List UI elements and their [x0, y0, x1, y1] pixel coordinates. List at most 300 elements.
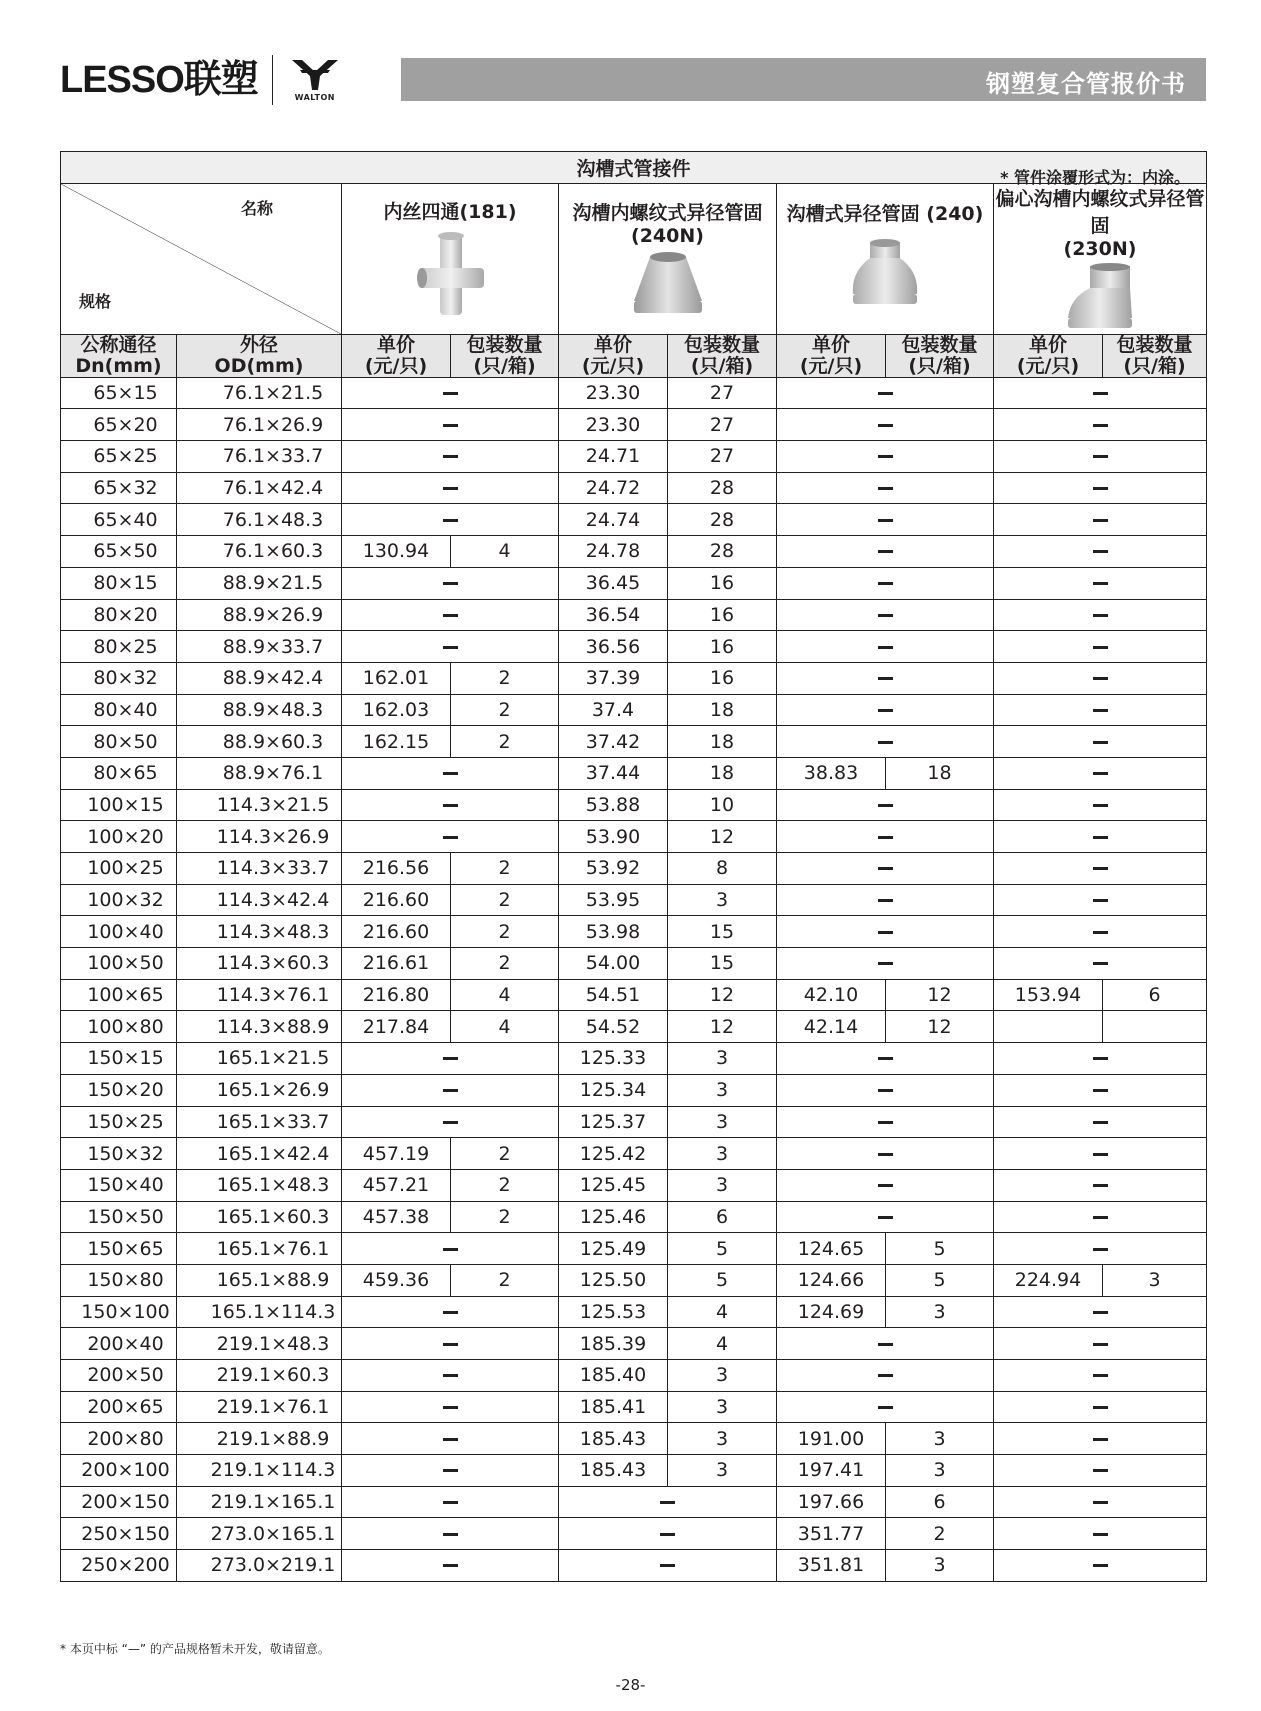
dn-cell: 80×25 [61, 631, 177, 663]
dash-mark [878, 550, 893, 553]
dash-mark [1093, 455, 1108, 458]
not-available-181 [342, 1296, 559, 1328]
od-cell: 219.1×48.3 [177, 1328, 342, 1360]
qty-240n: 3 [668, 884, 777, 916]
table-row [61, 1550, 1207, 1582]
od-cell: 88.9×42.4 [177, 662, 342, 694]
dash-mark [443, 1564, 458, 1567]
price-240n: 185.43 [559, 1455, 668, 1487]
dash-mark [1093, 1564, 1108, 1567]
qty-181: 2 [451, 1138, 559, 1170]
od-cell: 88.9×21.5 [177, 567, 342, 599]
not-available-230n [994, 1201, 1207, 1233]
dash-mark [443, 487, 458, 490]
table-row [61, 1233, 1207, 1265]
dn-cell: 80×50 [61, 726, 177, 758]
qty-240n: 6 [668, 1201, 777, 1233]
dash-mark [443, 772, 458, 775]
not-available-230n [994, 789, 1207, 821]
dash-mark [660, 1501, 675, 1504]
dash-mark [1093, 1216, 1108, 1219]
not-available-240 [777, 441, 994, 473]
not-available-230n [994, 1391, 1207, 1423]
not-available-230n [994, 694, 1207, 726]
dash-mark [878, 1121, 893, 1124]
table-row [61, 1169, 1207, 1201]
title-banner [401, 58, 1206, 101]
not-available-230n [994, 377, 1207, 409]
not-available-240n [559, 1486, 777, 1518]
dash-mark [1093, 392, 1108, 395]
dash-mark [878, 899, 893, 902]
dash-mark [443, 1501, 458, 1504]
qty-240: 18 [886, 757, 994, 789]
dash-mark [1093, 1343, 1108, 1346]
product-name: 偏心沟槽内螺纹式异径管固 (230N) [995, 187, 1205, 260]
dn-cell: 200×80 [61, 1423, 177, 1455]
table-row [61, 504, 1207, 536]
product-header-240 [777, 183, 994, 334]
dash-mark [660, 1533, 675, 1536]
dash-mark [878, 455, 893, 458]
table-row [61, 1106, 1207, 1138]
od-cell: 114.3×76.1 [177, 979, 342, 1011]
dn-cell: 200×100 [61, 1455, 177, 1487]
od-cell: 88.9×33.7 [177, 631, 342, 663]
qty-240n: 18 [668, 726, 777, 758]
price-181: 162.01 [342, 662, 451, 694]
price-240n: 36.45 [559, 567, 668, 599]
page-number: -28- [615, 1676, 646, 1694]
dash-mark [1093, 709, 1108, 712]
table-row [61, 821, 1207, 853]
not-available-181 [342, 1391, 559, 1423]
price-240n: 125.34 [559, 1074, 668, 1106]
dn-cell: 150×20 [61, 1074, 177, 1106]
qty-181: 2 [451, 1264, 559, 1296]
dash-mark [1093, 836, 1108, 839]
not-available-230n [994, 726, 1207, 758]
dash-mark [1093, 1311, 1108, 1314]
table-row [61, 1391, 1207, 1423]
not-available-240 [777, 821, 994, 853]
od-cell: 88.9×48.3 [177, 694, 342, 726]
not-available-230n [994, 1328, 1207, 1360]
dash-mark [1093, 582, 1108, 585]
qty-181: 2 [451, 916, 559, 948]
not-available-240 [777, 948, 994, 980]
dash-mark [1093, 1406, 1108, 1409]
qty-181: 2 [451, 853, 559, 885]
dash-mark [1093, 1121, 1108, 1124]
qty-240n: 3 [668, 1455, 777, 1487]
not-available-240n [559, 1550, 777, 1582]
price-181: 162.03 [342, 694, 451, 726]
table-row [61, 1455, 1207, 1487]
grooved-reducer-image [845, 238, 925, 318]
qty-240n: 27 [668, 377, 777, 409]
dash-mark [443, 1248, 458, 1251]
not-available-230n [994, 599, 1207, 631]
dash-mark [878, 392, 893, 395]
qty-181: 2 [451, 662, 559, 694]
qty-240: 3 [886, 1423, 994, 1455]
dash-mark [1093, 646, 1108, 649]
dash-mark [443, 424, 458, 427]
not-available-230n [994, 1486, 1207, 1518]
dash-mark [1093, 1057, 1108, 1060]
od-cell: 165.1×26.9 [177, 1074, 342, 1106]
dash-mark [443, 1438, 458, 1441]
dash-mark [443, 1533, 458, 1536]
od-cell: 114.3×26.9 [177, 821, 342, 853]
od-cell: 165.1×88.9 [177, 1264, 342, 1296]
not-available-181 [342, 1423, 559, 1455]
qty-181: 2 [451, 1201, 559, 1233]
table-row [61, 726, 1207, 758]
price-240: 124.69 [777, 1296, 886, 1328]
qty-240n: 3 [668, 1138, 777, 1170]
price-240n: 23.30 [559, 409, 668, 441]
price-240n: 185.41 [559, 1391, 668, 1423]
price-181: 216.80 [342, 979, 451, 1011]
dash-mark [443, 614, 458, 617]
price-240: 351.81 [777, 1550, 886, 1582]
price-240n: 53.90 [559, 821, 668, 853]
dash-mark [878, 677, 893, 680]
spec-label: 规格 [79, 291, 112, 311]
dash-mark [878, 962, 893, 965]
price-240n: 37.42 [559, 726, 668, 758]
corner-header [61, 183, 342, 334]
not-available-240 [777, 662, 994, 694]
table-title-row [61, 152, 1207, 184]
not-available-181 [342, 1233, 559, 1265]
od-cell: 165.1×48.3 [177, 1169, 342, 1201]
qty-240: 6 [886, 1486, 994, 1518]
qty-240n: 3 [668, 1360, 777, 1392]
qty-240: 2 [886, 1518, 994, 1550]
od-cell: 273.0×165.1 [177, 1518, 342, 1550]
table-row [61, 884, 1207, 916]
od-cell: 219.1×76.1 [177, 1391, 342, 1423]
not-available-240 [777, 536, 994, 568]
dn-cell: 100×65 [61, 979, 177, 1011]
dash-mark [443, 1121, 458, 1124]
not-available-240 [777, 1201, 994, 1233]
qty-240n: 4 [668, 1328, 777, 1360]
dn-cell: 150×32 [61, 1138, 177, 1170]
od-cell: 219.1×114.3 [177, 1455, 342, 1487]
dash-mark [878, 804, 893, 807]
od-cell: 165.1×114.3 [177, 1296, 342, 1328]
dash-mark [1093, 1248, 1108, 1251]
od-cell: 88.9×76.1 [177, 757, 342, 789]
qty-240n: 3 [668, 1043, 777, 1075]
qty-181: 2 [451, 948, 559, 980]
not-available-240 [777, 1106, 994, 1138]
table-row [61, 1518, 1207, 1550]
not-available-230n [994, 1043, 1207, 1075]
dash-mark [878, 1057, 893, 1060]
price-240n: 36.56 [559, 631, 668, 663]
dn-cell: 80×20 [61, 599, 177, 631]
qty-240n: 12 [668, 821, 777, 853]
dash-mark [443, 582, 458, 585]
not-available-230n [994, 1106, 1207, 1138]
qty-240n: 3 [668, 1391, 777, 1423]
dash-mark [1093, 1533, 1108, 1536]
price-230n: 224.94 [994, 1264, 1103, 1296]
dash-mark [1093, 519, 1108, 522]
table-row [61, 441, 1207, 473]
dash-mark [1093, 487, 1108, 490]
brand-logo [60, 55, 345, 105]
not-available-181 [342, 757, 559, 789]
dash-mark [1093, 1184, 1108, 1187]
col-dn: 公称通径 Dn(mm) [61, 334, 177, 377]
dash-mark [1093, 677, 1108, 680]
dn-cell: 65×15 [61, 377, 177, 409]
od-cell: 76.1×60.3 [177, 536, 342, 568]
not-available-230n [994, 631, 1207, 663]
price-table [60, 151, 1207, 1582]
table-row [61, 948, 1207, 980]
qty-181: 4 [451, 979, 559, 1011]
dn-cell: 200×65 [61, 1391, 177, 1423]
not-available-181 [342, 1455, 559, 1487]
table-row [61, 662, 1207, 694]
table-row [61, 1486, 1207, 1518]
not-available-240 [777, 1138, 994, 1170]
dn-cell: 150×100 [61, 1296, 177, 1328]
qty-181: 4 [451, 536, 559, 568]
dash-mark [443, 392, 458, 395]
col-qty: 包装数量 (只/箱) [451, 334, 559, 377]
qty-240n: 15 [668, 916, 777, 948]
dash-mark [443, 1057, 458, 1060]
dash-mark [443, 646, 458, 649]
table-row [61, 377, 1207, 409]
dash-mark [878, 582, 893, 585]
qty-240n: 5 [668, 1233, 777, 1265]
column-header-row [61, 334, 1207, 377]
not-available-181 [342, 504, 559, 536]
price-240: 351.77 [777, 1518, 886, 1550]
price-240n: 125.49 [559, 1233, 668, 1265]
product-header-230n [994, 183, 1207, 334]
not-available-240 [777, 1391, 994, 1423]
qty-240n: 3 [668, 1106, 777, 1138]
price-240n: 24.72 [559, 472, 668, 504]
dash-mark [443, 455, 458, 458]
dn-cell: 150×15 [61, 1043, 177, 1075]
not-available-240 [777, 884, 994, 916]
not-available-230n [994, 884, 1207, 916]
col-price: 单价 (元/只) [342, 334, 451, 377]
dash-mark [878, 867, 893, 870]
qty-240n: 18 [668, 694, 777, 726]
not-available-230n [994, 472, 1207, 504]
qty-181: 2 [451, 1169, 559, 1201]
qty-240n: 28 [668, 472, 777, 504]
product-name: 沟槽式异径管固 (240) [786, 203, 984, 226]
not-available-240 [777, 726, 994, 758]
table-row [61, 757, 1207, 789]
not-available-230n [994, 662, 1207, 694]
dash-mark [443, 1406, 458, 1409]
table-row [61, 567, 1207, 599]
qty-240: 3 [886, 1455, 994, 1487]
not-available-240 [777, 599, 994, 631]
od-cell: 88.9×26.9 [177, 599, 342, 631]
price-240n: 37.44 [559, 757, 668, 789]
qty-240n: 4 [668, 1296, 777, 1328]
not-available-240 [777, 789, 994, 821]
price-240: 197.41 [777, 1455, 886, 1487]
dn-cell: 100×50 [61, 948, 177, 980]
od-cell: 165.1×76.1 [177, 1233, 342, 1265]
not-available-230n [994, 1169, 1207, 1201]
table-row [61, 536, 1207, 568]
dash-mark [1093, 962, 1108, 965]
price-240: 124.65 [777, 1233, 886, 1265]
qty-230n: 3 [1103, 1264, 1207, 1296]
price-240n: 53.88 [559, 789, 668, 821]
not-available-240 [777, 1328, 994, 1360]
dash-mark [660, 1564, 675, 1567]
price-181: 216.61 [342, 948, 451, 980]
dash-mark [878, 836, 893, 839]
not-available-240 [777, 377, 994, 409]
dn-cell: 150×25 [61, 1106, 177, 1138]
price-240n: 54.00 [559, 948, 668, 980]
not-available-181 [342, 1074, 559, 1106]
not-available-240 [777, 1043, 994, 1075]
walton-logo [285, 58, 345, 102]
price-240n: 53.92 [559, 853, 668, 885]
od-cell: 219.1×60.3 [177, 1360, 342, 1392]
not-available-230n [994, 1550, 1207, 1582]
qty-240n: 15 [668, 948, 777, 980]
not-available-230n [994, 948, 1207, 980]
price-240n: 125.33 [559, 1043, 668, 1075]
product-header-181 [342, 183, 559, 334]
table-row [61, 1043, 1207, 1075]
dash-mark [878, 646, 893, 649]
eccentric-reducer-image [1060, 262, 1140, 334]
dash-mark [1093, 1374, 1108, 1377]
dash-mark [443, 519, 458, 522]
od-cell: 165.1×42.4 [177, 1138, 342, 1170]
not-available-240 [777, 1169, 994, 1201]
not-available-181 [342, 377, 559, 409]
table-row [61, 916, 1207, 948]
dash-mark [1093, 804, 1108, 807]
price-181: 216.60 [342, 916, 451, 948]
price-240n: 125.53 [559, 1296, 668, 1328]
qty-240n: 28 [668, 504, 777, 536]
qty-240n: 12 [668, 979, 777, 1011]
not-available-230n [994, 1360, 1207, 1392]
price-240n: 185.40 [559, 1360, 668, 1392]
price-240: 197.66 [777, 1486, 886, 1518]
not-available-240 [777, 409, 994, 441]
dn-cell: 150×80 [61, 1264, 177, 1296]
price-181: 130.94 [342, 536, 451, 568]
qty-240n: 5 [668, 1264, 777, 1296]
not-available-240 [777, 853, 994, 885]
qty-240: 5 [886, 1264, 994, 1296]
table-row [61, 1201, 1207, 1233]
price-181: 457.38 [342, 1201, 451, 1233]
dash-mark [878, 614, 893, 617]
table-row [61, 631, 1207, 663]
dn-cell: 100×80 [61, 1011, 177, 1043]
dash-mark [878, 1216, 893, 1219]
document-title: 钢塑复合管报价书 [986, 70, 1186, 98]
price-240n: 54.51 [559, 979, 668, 1011]
dash-mark [878, 1153, 893, 1156]
dash-mark [1093, 899, 1108, 902]
dn-cell: 65×25 [61, 441, 177, 473]
not-available-230n [994, 1518, 1207, 1550]
price-240n: 185.39 [559, 1328, 668, 1360]
col-qty: 包装数量 (只/箱) [668, 334, 777, 377]
not-available-181 [342, 1550, 559, 1582]
not-available-181 [342, 789, 559, 821]
price-240: 191.00 [777, 1423, 886, 1455]
table-row [61, 1138, 1207, 1170]
price-181: 457.19 [342, 1138, 451, 1170]
price-240n: 54.52 [559, 1011, 668, 1043]
od-cell: 114.3×42.4 [177, 884, 342, 916]
coating-note: * 管件涂覆形式为：内涂。 [1000, 168, 1191, 187]
dn-cell: 65×32 [61, 472, 177, 504]
price-240n: 125.42 [559, 1138, 668, 1170]
threaded-reducer-image [628, 249, 708, 319]
dash-mark [1093, 1153, 1108, 1156]
price-181: 162.15 [342, 726, 451, 758]
price-240: 38.83 [777, 757, 886, 789]
qty-240n: 16 [668, 599, 777, 631]
not-available-181 [342, 409, 559, 441]
dash-mark [443, 1311, 458, 1314]
not-available-230n [994, 1074, 1207, 1106]
not-available-240 [777, 694, 994, 726]
logo-divider [272, 55, 273, 105]
dash-mark [1093, 741, 1108, 744]
dn-cell: 150×40 [61, 1169, 177, 1201]
qty-240n: 16 [668, 631, 777, 663]
od-cell: 219.1×165.1 [177, 1486, 342, 1518]
od-cell: 114.3×21.5 [177, 789, 342, 821]
qty-240n: 27 [668, 441, 777, 473]
col-price: 单价 (元/只) [777, 334, 886, 377]
not-available-230n [994, 757, 1207, 789]
dash-mark [878, 487, 893, 490]
price-240: 42.10 [777, 979, 886, 1011]
dash-mark [1093, 931, 1108, 934]
dn-cell: 65×20 [61, 409, 177, 441]
od-cell: 76.1×21.5 [177, 377, 342, 409]
dn-cell: 80×15 [61, 567, 177, 599]
brand-name: LESSO联塑 [60, 59, 258, 101]
dash-mark [878, 1184, 893, 1187]
qty-240n: 8 [668, 853, 777, 885]
not-available-181 [342, 1106, 559, 1138]
qty-240n: 3 [668, 1423, 777, 1455]
